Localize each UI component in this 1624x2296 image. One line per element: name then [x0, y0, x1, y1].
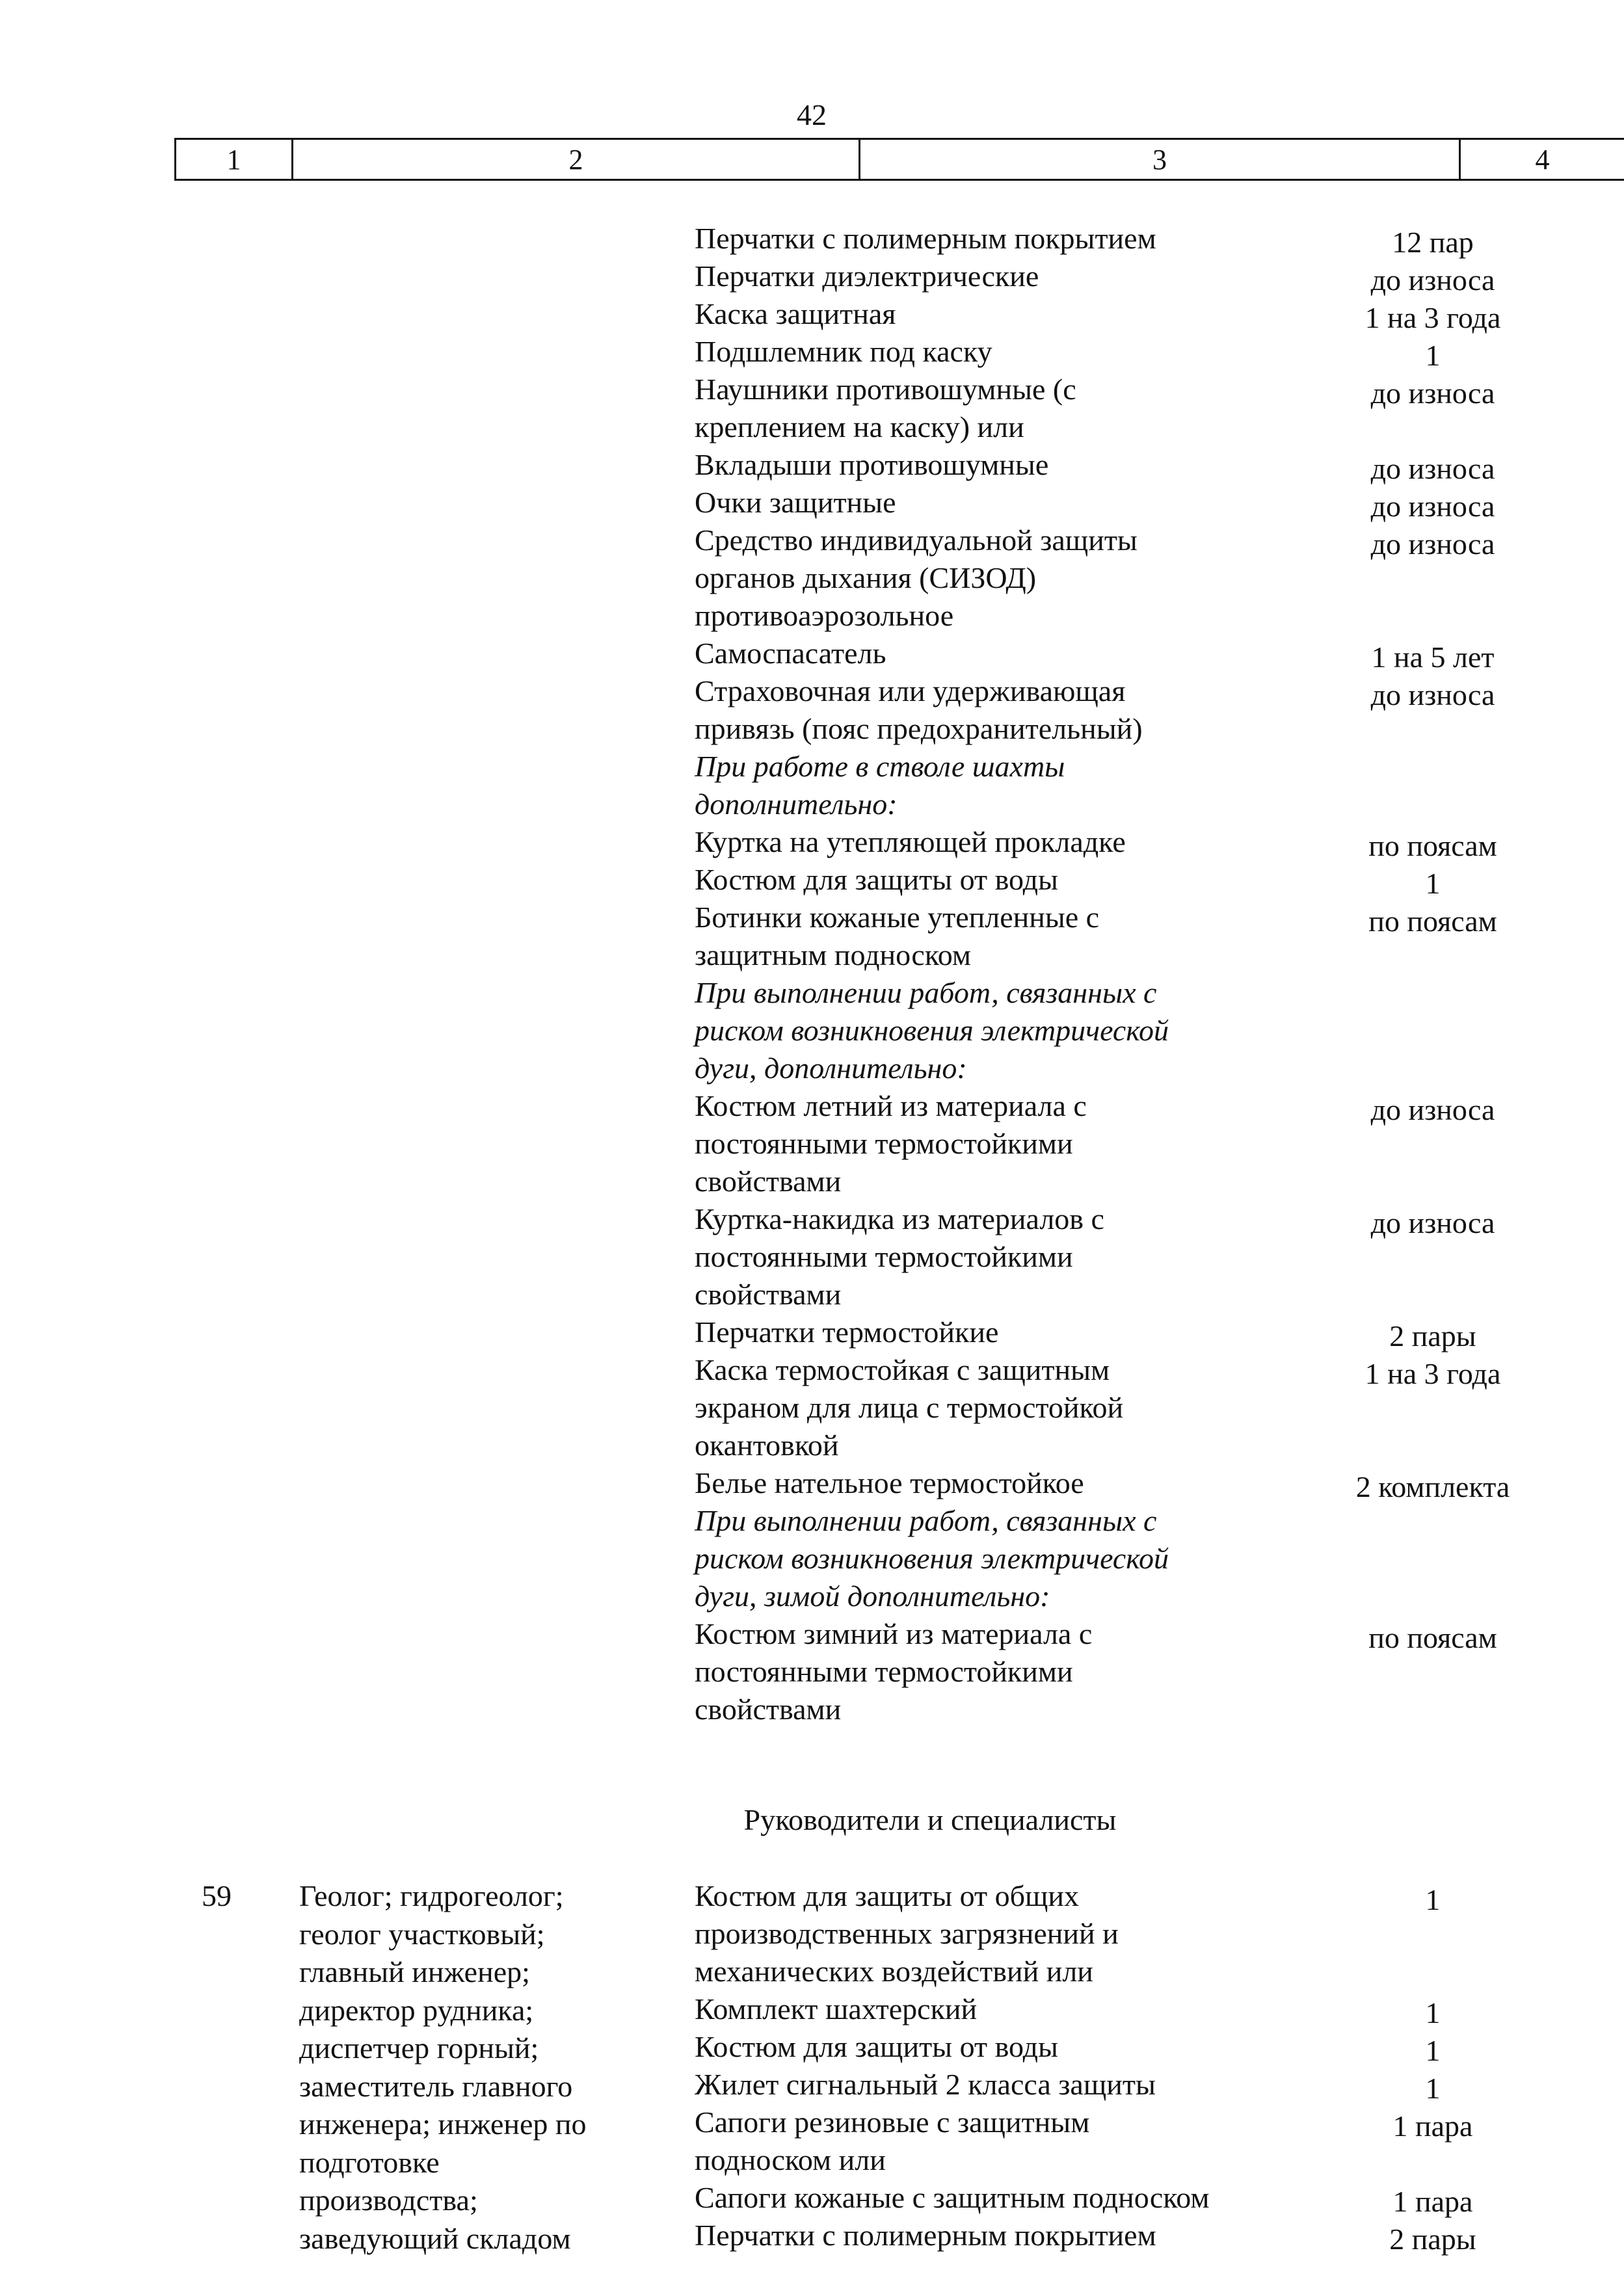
- item-norm: до износа: [1370, 452, 1495, 485]
- item-norm: до износа: [1370, 1206, 1495, 1239]
- item-name: Перчатки диэлектрические: [695, 259, 1039, 293]
- list-item: [0, 521, 1624, 635]
- item-name: Костюм летний из материала с постоянными термостойкими свойствами: [695, 1089, 1087, 1198]
- item-name: Перчатки термостойкие: [695, 1315, 999, 1349]
- list-item: [0, 861, 1624, 899]
- header-col-4: 4: [1535, 143, 1550, 176]
- list-item: [0, 2217, 1624, 2254]
- item-name: Комплект шахтерский: [695, 1992, 978, 2025]
- item-norm: до износа: [1370, 678, 1495, 711]
- row-number: 59: [202, 1879, 232, 1912]
- item-name: Костюм для защиты от воды: [695, 2030, 1058, 2063]
- item-norm: до износа: [1370, 376, 1495, 410]
- item-norm: по поясам: [1368, 904, 1497, 938]
- list-item: [0, 1313, 1624, 1351]
- list-item: [0, 295, 1624, 333]
- item-name: Перчатки с полимерным покрытием: [695, 2219, 1156, 2252]
- header-col-1: 1: [174, 140, 293, 179]
- section-title: Руководители и специалисты: [743, 1803, 1117, 1836]
- item-name: Вкладыши противошумные: [695, 448, 1049, 481]
- item-name: Ботинки кожаные утепленные с защитным подноском: [695, 901, 1100, 971]
- item-name: Костюм для защиты от общих производственных загрязнений и механических воздействий или: [695, 1879, 1119, 1988]
- list-item: [0, 2179, 1624, 2217]
- item-norm: 1 на 3 года: [1364, 301, 1501, 334]
- item-name: При выполнении работ, связанных с риском возникновения электрической дуги, дополнительно:: [695, 976, 1169, 1085]
- item-name: Подшлемник под каску: [695, 335, 992, 368]
- subheading-row: [0, 1502, 1624, 1615]
- list-item: [0, 899, 1624, 974]
- list-item: [0, 257, 1624, 295]
- item-name: Наушники противошумные (с креплением на каску) или: [695, 373, 1076, 443]
- list-item: [0, 446, 1624, 484]
- item-name: Костюм для защиты от воды: [695, 863, 1058, 896]
- item-norm: 1 пара: [1392, 2185, 1473, 2218]
- list-item: [0, 1877, 1624, 1990]
- item-norm: до износа: [1370, 263, 1495, 297]
- list-item: [0, 1990, 1624, 2028]
- item-norm: 1 пара: [1392, 2109, 1473, 2143]
- header-col-3: 3: [860, 140, 1461, 179]
- item-norm: до износа: [1370, 490, 1495, 523]
- item-name: Перчатки с полимерным покрытием: [695, 222, 1156, 255]
- item-norm: 1: [1425, 2072, 1441, 2105]
- list-item: [0, 1200, 1624, 1313]
- item-norm: до износа: [1370, 527, 1495, 561]
- list-item: [0, 823, 1624, 861]
- item-norm: 1 на 3 года: [1364, 1357, 1501, 1390]
- item-norm: 2 комплекта: [1355, 1470, 1510, 1503]
- item-name: Очки защитные: [695, 486, 896, 519]
- item-norm: 12 пар: [1392, 226, 1474, 259]
- list-item: [0, 1615, 1624, 1728]
- list-item: [0, 1087, 1624, 1200]
- item-name: Страховочная или удерживающая привязь (пояс предохранительный): [695, 674, 1143, 745]
- occupations-list: Геолог; гидрогеолог; геолог участковый; главный инженер; директор рудника; диспетчер горный; заместитель главного инженера; инженер по подготовке производства; заведующий складом: [299, 1879, 587, 2255]
- item-name: Сапоги резиновые с защитным подноском или: [695, 2105, 1090, 2176]
- item-name: Каска термостойкая с защитным экраном для лица с термостойкой окантовкой: [695, 1353, 1124, 1462]
- list-item: [0, 635, 1624, 672]
- item-norm: 1: [1425, 1996, 1441, 2029]
- item-name: Костюм зимний из материала с постоянными термостойкими свойствами: [695, 1617, 1093, 1726]
- item-name: При выполнении работ, связанных с риском возникновения электрической дуги, зимой дополнительно:: [695, 1504, 1169, 1613]
- list-item: [0, 2066, 1624, 2104]
- page-number: 42: [797, 98, 827, 131]
- item-name: Сапоги кожаные с защитным подноском: [695, 2181, 1210, 2214]
- item-name: При работе в стволе шахты дополнительно:: [695, 750, 1065, 821]
- table-header-row: [174, 138, 1624, 181]
- item-norm: по поясам: [1368, 1621, 1497, 1654]
- list-item: [0, 2104, 1624, 2179]
- subheading-row: [0, 748, 1624, 823]
- item-name: Жилет сигнальный 2 класса защиты: [695, 2068, 1156, 2101]
- item-norm: 2 пары: [1389, 1319, 1476, 1353]
- list-item: [0, 1351, 1624, 1464]
- item-norm: по поясам: [1368, 829, 1497, 862]
- item-norm: 1 на 5 лет: [1371, 640, 1495, 674]
- item-norm: 1: [1425, 867, 1441, 900]
- list-item: [0, 1464, 1624, 1502]
- item-norm: 1: [1425, 1883, 1441, 1916]
- item-norm: до износа: [1370, 1093, 1495, 1126]
- list-item: [0, 672, 1624, 748]
- list-item: [0, 220, 1624, 257]
- list-item: [0, 484, 1624, 521]
- subheading-row: [0, 974, 1624, 1087]
- list-item: [0, 371, 1624, 446]
- item-name: Куртка-накидка из материалов с постоянными термостойкими свойствами: [695, 1202, 1104, 1311]
- item-norm: 1: [1425, 339, 1441, 372]
- header-col-2: 2: [293, 140, 860, 179]
- item-norm: 2 пары: [1389, 2223, 1476, 2256]
- list-item: [0, 2028, 1624, 2066]
- item-norm: 1: [1425, 2034, 1441, 2067]
- list-item: [0, 333, 1624, 371]
- item-name: Средство индивидуальной защиты органов дыхания (СИЗОД) противоаэрозольное: [695, 523, 1138, 632]
- item-name: Куртка на утепляющей прокладке: [695, 825, 1126, 858]
- item-name: Каска защитная: [695, 297, 896, 330]
- item-name: Белье нательное термостойкое: [695, 1466, 1084, 1499]
- item-name: Самоспасатель: [695, 637, 886, 670]
